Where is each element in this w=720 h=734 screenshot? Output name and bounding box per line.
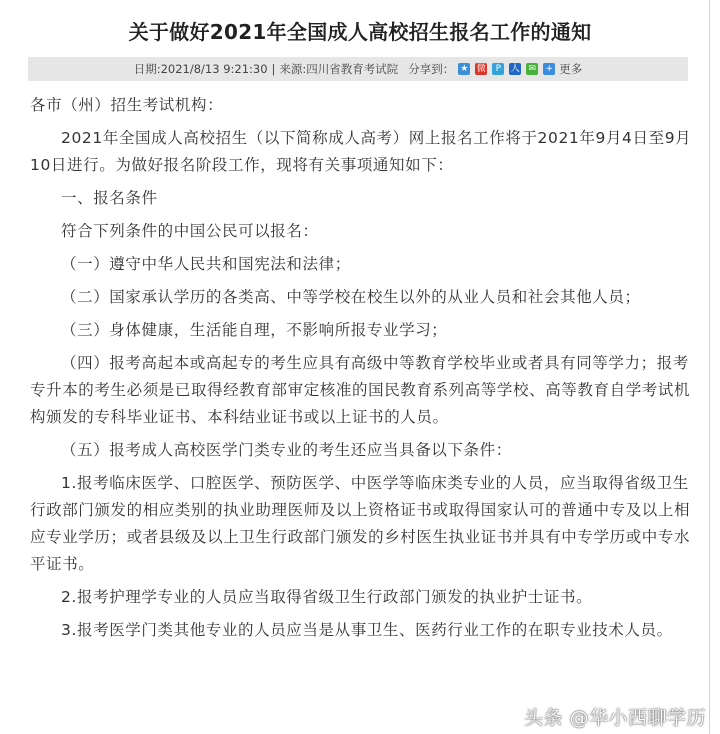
meta-separator: | <box>271 62 276 76</box>
weibo-icon[interactable]: 微 <box>476 64 486 74</box>
page-border-line <box>709 0 710 734</box>
paragraph: 符合下列条件的中国公民可以报名： <box>61 222 319 240</box>
more-icon[interactable]: + <box>543 63 555 75</box>
publish-date: 日期:2021/8/13 9:21:30 <box>133 62 268 76</box>
paragraph: 各市（州）招生考试机构： <box>30 96 224 114</box>
paragraph: （一）遵守中华人民共和国宪法和法律； <box>61 255 351 273</box>
share-icons <box>458 63 555 75</box>
wechat-icon[interactable]: ✉ <box>526 63 538 75</box>
share-more-link[interactable]: 更多 <box>559 62 583 76</box>
paragraph: 1.报考临床医学、口腔医学、预防医学、中医学等临床类专业的人员，应当取得省级卫生行政部门颁发的相应类别的执业助理医师及以上资格证书或取得国家认可的普通中专及以上相应专业学历；或者县级及以上卫生行政部门颁发的乡村医生执业证书并具有中专学历或中专水平证书。 <box>30 474 691 573</box>
paragraph: （五）报考成人高校医学门类专业的考生还应当具备以下条件： <box>61 441 512 459</box>
share-label: 分享到： <box>408 62 455 76</box>
paragraph: 2021年全国成人高校招生（以下简称成人高考）网上报名工作将于2021年9月4日至9月10日进行。为做好报名阶段工作，现将有关事项通知如下： <box>30 129 692 174</box>
article-meta-bar <box>28 57 688 81</box>
section-heading: 一、报名条件 <box>61 189 158 207</box>
tencent-weibo-icon[interactable]: P <box>492 63 504 75</box>
source: 来源:四川省教育考试院 <box>279 62 399 76</box>
paragraph: （二）国家承认学历的各类高、中等学校在校生以外的从业人员和社会其他人员； <box>61 288 641 306</box>
renren-icon[interactable]: 人 <box>510 64 520 74</box>
paragraph: （三）身体健康，生活能自理，不影响所报专业学习； <box>61 321 448 339</box>
paragraph: 2.报考护理学专业的人员应当取得省级卫生行政部门颁发的执业护士证书。 <box>61 588 593 606</box>
qzone-icon[interactable]: ★ <box>460 64 469 74</box>
paragraph: （四）报考高起本或高起专的考生应具有高级中等教育学校毕业或者具有同等学力；报考专升本的考生必须是已取得经教育部审定核准的国民教育系列高等学校、高等教育自学考试机构颁发的专科毕业证书、本科结业证书或以上证书的人员。 <box>30 354 691 426</box>
article-body <box>30 92 692 650</box>
page-title: 关于做好2021年全国成人高校招生报名工作的通知 <box>128 20 592 44</box>
watermark: 头条 @华小西聊学历 <box>523 707 706 729</box>
paragraph: 3.报考医学门类其他专业的人员应当是从事卫生、医药行业工作的在职专业技术人员。 <box>61 621 673 639</box>
